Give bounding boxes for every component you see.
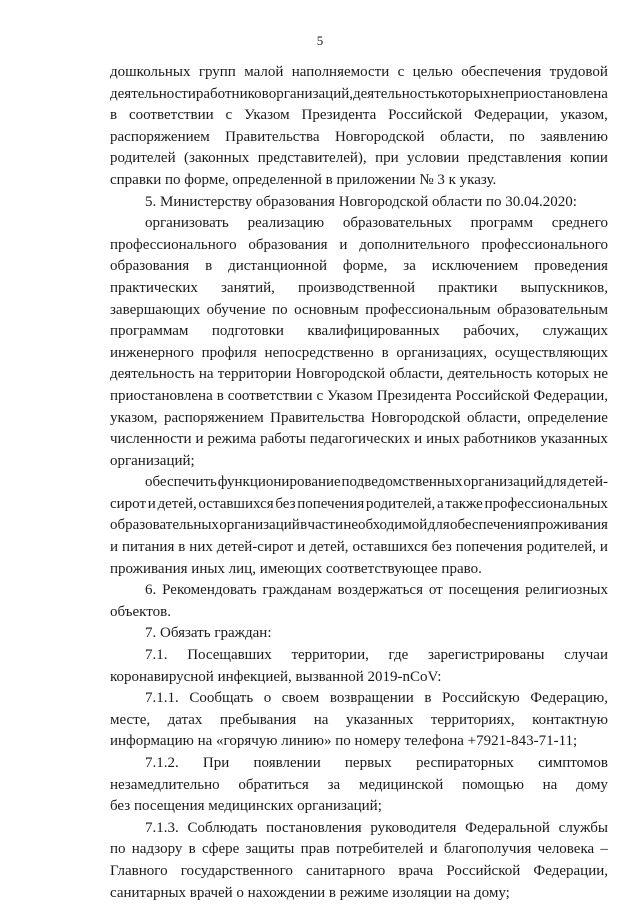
word: завершающих [110, 301, 201, 318]
line-text: информацию на «горячую линию» по номеру телефона +7921-843-71-11; [110, 733, 578, 750]
word: дому [576, 776, 608, 793]
word: работников [195, 85, 269, 102]
word: в [216, 387, 224, 404]
text-line [110, 386, 608, 408]
text-line [110, 623, 608, 645]
word: Российской [446, 862, 521, 879]
word: Указом [327, 387, 373, 404]
word: и [339, 236, 348, 253]
word: которых [437, 85, 491, 102]
word: профиля [201, 344, 257, 361]
text-line [110, 645, 608, 667]
word: приостановлена [505, 85, 608, 102]
word: руководителя [370, 819, 457, 836]
text-line [110, 753, 608, 775]
word: Сообщать [189, 690, 254, 707]
text-line [110, 429, 608, 451]
word: иных [426, 431, 460, 448]
word: в [188, 841, 196, 858]
word: подготовки [211, 323, 284, 340]
word: дополнительного [359, 236, 470, 253]
word: образовательных [110, 517, 219, 534]
text-line [110, 861, 608, 883]
word: возвращении [329, 690, 414, 707]
word: педагогических [309, 431, 411, 448]
word: незамедлительно [110, 776, 220, 793]
text-line [110, 839, 608, 861]
word: и [414, 431, 423, 448]
word: Новгородской [370, 409, 461, 426]
line-text: справки по форме, определенной в приложении № 3 к указу. [110, 171, 497, 188]
text-line [110, 731, 608, 753]
text-line [110, 796, 608, 818]
word: практики [438, 279, 498, 296]
word: практических [110, 279, 198, 296]
word: Российской [388, 107, 463, 124]
word: с [397, 64, 405, 80]
word: соответствии [128, 107, 214, 124]
text-line [110, 321, 608, 343]
word: человека [537, 841, 595, 858]
text-line [110, 84, 608, 106]
word: служащих [542, 323, 608, 340]
word: случаи [564, 647, 608, 664]
word: условии [407, 150, 460, 167]
word: основным [294, 301, 359, 318]
word: о [263, 690, 272, 707]
word: и [297, 539, 306, 556]
text-line [110, 494, 608, 516]
text-line [110, 710, 608, 732]
word: образования [248, 236, 328, 253]
text-line [110, 818, 608, 840]
word: в [424, 690, 432, 707]
text-line [110, 515, 608, 537]
word: указанных [540, 431, 608, 448]
word: по [272, 301, 288, 318]
text-line [110, 580, 608, 602]
word: профессионального [481, 236, 608, 253]
word: профессионального [110, 236, 237, 253]
word: Президента [301, 107, 377, 124]
word: (законных [184, 150, 250, 167]
word: с [316, 387, 324, 404]
word: защиты [245, 841, 295, 858]
word: деятельность [447, 366, 533, 383]
word: в [178, 539, 186, 556]
word: по [110, 841, 126, 858]
text-line [110, 192, 608, 214]
word: территории, [291, 647, 369, 664]
word: от [428, 582, 443, 599]
word: них [189, 539, 213, 556]
word: гражданам [262, 582, 332, 599]
word: появлении [253, 755, 321, 771]
word: проведения [534, 258, 608, 275]
word: на [542, 776, 558, 793]
word: заявлению [540, 128, 608, 145]
word: службы [558, 819, 608, 836]
word: детей, [309, 539, 349, 556]
word: также [445, 495, 483, 512]
word: – [600, 841, 608, 858]
line-text: объектов. [110, 603, 171, 620]
word: целью [412, 64, 453, 80]
word: пребывания [219, 711, 297, 728]
word: дошкольных [110, 64, 191, 80]
text-line [110, 278, 608, 300]
line-text: санитарных врачей о нахождении в режиме изоляции на дому; [110, 884, 510, 901]
word: не [593, 366, 608, 383]
word: распоряжением [163, 409, 264, 426]
word: профессиональным [365, 301, 491, 318]
word: Главного [110, 862, 168, 879]
word: организаций [219, 517, 300, 534]
word: деятельность [353, 85, 438, 102]
word: первых [344, 755, 392, 771]
word: территориях, [430, 711, 515, 728]
word: занятий, [221, 279, 275, 296]
word: Федеральной [465, 819, 550, 836]
word: религиозных [525, 582, 608, 599]
text-line [110, 537, 608, 559]
word: Федерации, [533, 387, 608, 404]
word: программ [470, 215, 533, 232]
word: работы [260, 431, 306, 448]
word: месте, [110, 711, 151, 728]
word: питания [121, 539, 175, 556]
word: трудовой [549, 64, 608, 80]
word: проживания [530, 517, 608, 534]
word: при [375, 150, 399, 167]
word: реализацию [247, 215, 325, 232]
word: выпускников, [520, 279, 608, 296]
word: организаций [463, 474, 544, 491]
text-line [110, 667, 608, 689]
text-line [110, 300, 608, 322]
word: Новгородской [295, 366, 386, 383]
word: деятельность [110, 366, 195, 383]
line-text: без посещения медицинских организаций; [110, 798, 382, 815]
word: области, [439, 128, 494, 145]
word: благополучия [443, 841, 532, 858]
word: области, [467, 409, 521, 426]
text-line [110, 688, 608, 710]
word: При [202, 755, 230, 771]
word: за [403, 258, 416, 275]
word: попечения [297, 495, 365, 512]
word: потребителей [336, 841, 424, 858]
word: среднего [551, 215, 608, 232]
word: детей- [567, 474, 608, 491]
word: Правительства [270, 409, 365, 426]
word: а [436, 495, 444, 512]
line-text: организаций; [110, 452, 195, 469]
word: родителей [110, 150, 176, 167]
word: организаций, [268, 85, 353, 102]
word: и [147, 495, 156, 512]
word: Соблюдать [187, 819, 258, 836]
word: воздержаться [337, 582, 423, 599]
word: в [110, 107, 118, 124]
word: Президента [376, 387, 452, 404]
word: 7.1.2. [145, 755, 179, 771]
word: по [509, 128, 525, 145]
word: которых [536, 366, 590, 383]
word: организовать [145, 215, 229, 232]
word: работников [463, 431, 537, 448]
text-line [110, 775, 608, 797]
word: помощью [462, 776, 524, 793]
word: Посещавших [187, 647, 272, 664]
word: указом, [560, 107, 608, 124]
word: представления [467, 150, 562, 167]
word: исключением [431, 258, 519, 275]
word: для [427, 517, 450, 534]
word: и [429, 841, 438, 858]
text-line [110, 148, 608, 170]
word: в [205, 258, 213, 275]
word: распоряжением [110, 128, 210, 145]
word: численности [110, 431, 192, 448]
word: программам [110, 323, 189, 340]
word: территории [217, 366, 292, 383]
text-line [110, 602, 608, 624]
word: не [490, 85, 506, 102]
word: симптомов [538, 755, 608, 771]
word: производственной [297, 279, 416, 296]
text-line [110, 256, 608, 278]
word: и [195, 431, 204, 448]
word: в [300, 517, 308, 534]
word: попечения [455, 539, 523, 556]
word: медицинской [358, 776, 444, 793]
document-body [110, 62, 608, 904]
word: групп [198, 64, 236, 80]
word: 7.1.1. [145, 690, 179, 707]
word: 6. [145, 582, 157, 599]
word: осуществляющих [494, 344, 608, 361]
word: Рекомендовать [162, 582, 257, 599]
word: Федерации, [473, 107, 549, 124]
text-line [110, 472, 608, 494]
line-text: 7. Обязать граждан: [145, 625, 272, 642]
word: соответствии [227, 387, 313, 404]
word: контактную [532, 711, 608, 728]
word: организациях, [396, 344, 488, 361]
word: Новгородской [334, 128, 425, 145]
word: области, [389, 366, 444, 383]
line-text: коронавирусной инфекцией, вызванной 2019-nCoV: [110, 668, 442, 685]
word: оставшихся [352, 539, 428, 556]
word: надзору [131, 841, 183, 858]
text-line [110, 364, 608, 386]
word: обратиться [238, 776, 309, 793]
word: родителей, [526, 539, 596, 556]
word: родителей, [365, 495, 436, 512]
word: форме, [342, 258, 388, 275]
word: в [381, 344, 389, 361]
text-line [110, 451, 608, 473]
word: образовательных [342, 215, 452, 232]
word: части [307, 517, 343, 534]
word: Российской [455, 387, 530, 404]
word: респираторных [415, 755, 514, 771]
word: обеспечения [461, 64, 542, 80]
word: за [327, 776, 341, 793]
line-text: 5. Министерству образования Новгородской области по 30.04.2020: [145, 193, 577, 210]
word: прав [300, 841, 330, 858]
text-line [110, 105, 608, 127]
word: режима [207, 431, 257, 448]
word: детей-сирот [216, 539, 294, 556]
word: сфере [201, 841, 240, 858]
word: наполняемости [291, 64, 390, 80]
word: подведомственных [341, 474, 463, 491]
word: и [110, 539, 119, 556]
word: профессиональных [484, 495, 608, 512]
word: рабочих, [463, 323, 519, 340]
word: с [225, 107, 233, 124]
word: оставшихся [198, 495, 274, 512]
word: 7.1.3. [145, 819, 179, 836]
word: обеспечить [145, 474, 217, 491]
word: Федерации, [533, 862, 608, 879]
text-line [110, 408, 608, 430]
word: врача [398, 862, 434, 879]
word: обучение [206, 301, 266, 318]
word: без [431, 539, 452, 556]
word: государственного [180, 862, 293, 879]
word: малой [244, 64, 284, 80]
word: указом, [110, 409, 158, 426]
line-text: проживания иных лиц, имеющих соответствующее право. [110, 560, 482, 577]
word: дистанционной [228, 258, 327, 275]
word: постановления [266, 819, 362, 836]
word: детей, [157, 495, 197, 512]
word: представителей), [257, 150, 367, 167]
word: для [544, 474, 567, 491]
word: Правительства [225, 128, 320, 145]
word: копии [569, 150, 608, 167]
word: указанных [345, 711, 414, 728]
word: непосредственно [264, 344, 374, 361]
word: на [313, 711, 329, 728]
word: где [388, 647, 409, 664]
word: Федерацию, [530, 690, 608, 707]
word: и [599, 539, 608, 556]
page-number: 5 [316, 33, 324, 48]
word: своем [281, 690, 320, 707]
word: Указом [244, 107, 290, 124]
word: 7.1. [145, 647, 168, 664]
text-line [110, 883, 608, 905]
word: на [198, 366, 214, 383]
word: функционирование [217, 474, 341, 491]
word: приостановлена [110, 387, 213, 404]
text-line [110, 343, 608, 365]
text-line [110, 559, 608, 581]
text-line [110, 170, 608, 192]
word: образования [110, 258, 190, 275]
word: сирот [110, 495, 147, 512]
word: датах [167, 711, 203, 728]
word: квалифицированных [307, 323, 440, 340]
word: инженерного [110, 344, 194, 361]
word: зарегистрированы [427, 647, 545, 664]
word: обеспечения [449, 517, 531, 534]
text-line [110, 213, 608, 235]
word: определение [527, 409, 608, 426]
word: без [275, 495, 296, 512]
text-line [110, 127, 608, 149]
text-line [110, 235, 608, 257]
word: деятельности [110, 85, 196, 102]
text-line [110, 62, 608, 84]
word: Российскую [442, 690, 520, 707]
word: посещения [448, 582, 520, 599]
word: санитарного [305, 862, 386, 879]
word: необходимой [343, 517, 428, 534]
word: образовательным [497, 301, 608, 318]
